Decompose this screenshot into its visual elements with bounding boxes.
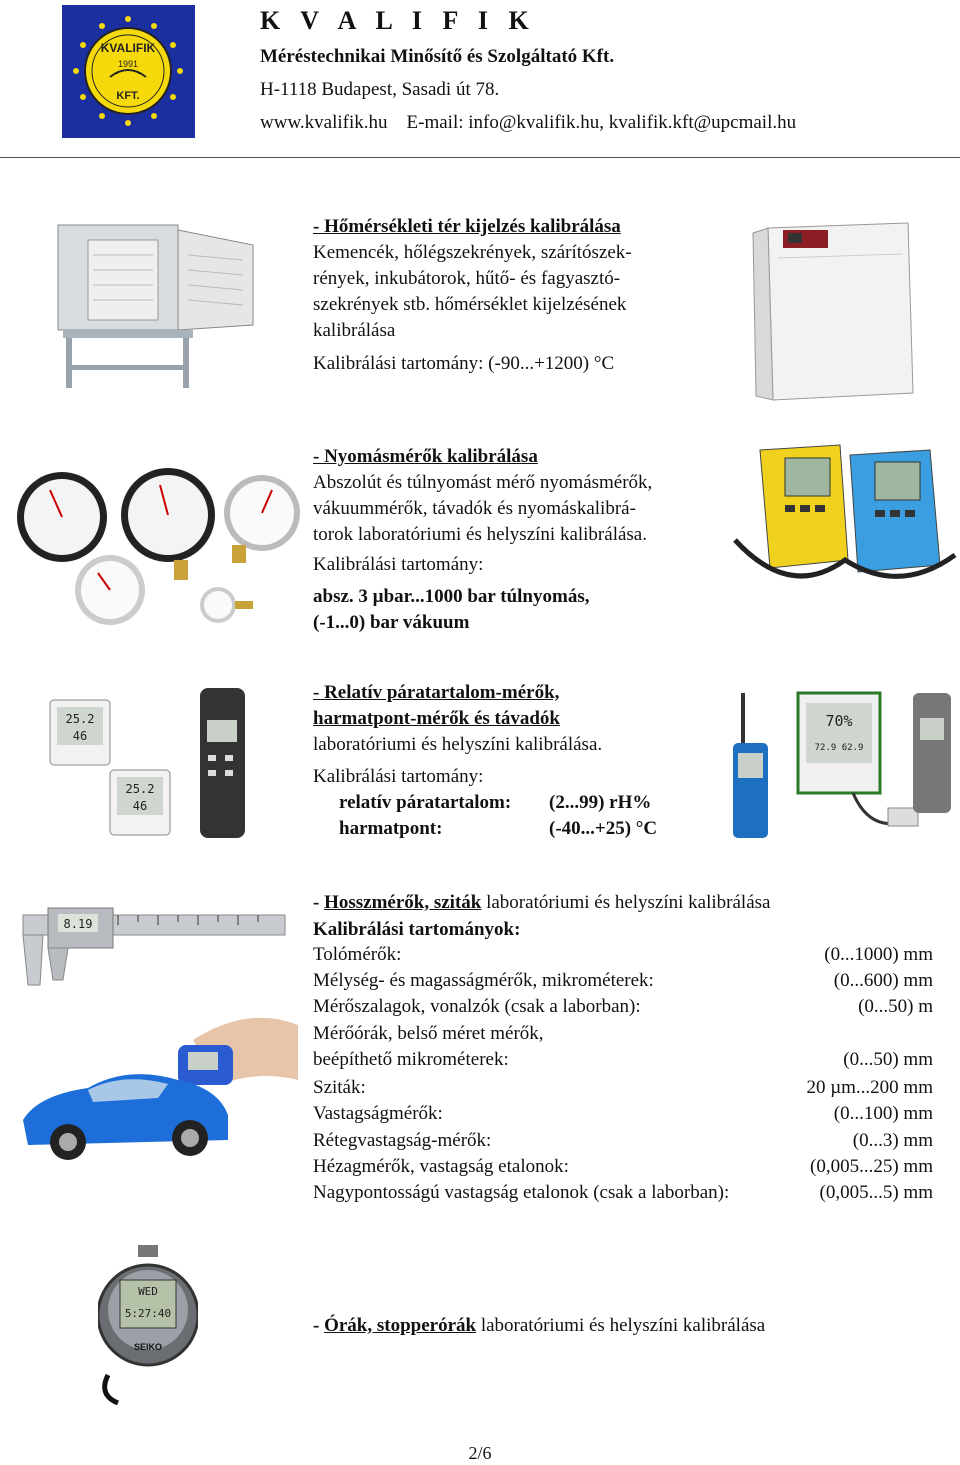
temp-line-2: rények, inkubátorok, hűtő- és fagyasztó- [313,268,621,289]
length-row-label: Sziták: [313,1077,366,1098]
length-row [313,1103,933,1129]
car-and-thickness-gauge-image [18,1010,298,1175]
svg-text:25.2: 25.2 [125,782,155,796]
pressure-line-2: vákuummérők, távadók és nyomáskalibrá- [313,498,636,519]
humidity-section [313,680,658,842]
length-row [313,1156,933,1182]
pressure-range-2: (-1...0) bar vákuum [313,612,470,633]
rh-value: (2...99) rH% [549,792,652,813]
length-row-label: Tolómérők: [313,944,402,965]
length-row [313,1077,933,1103]
length-title-rest: laboratóriumi és helyszíni kalibrálása [481,892,771,913]
length-row-value: (0,005...25) mm [810,1156,933,1177]
length-row-value: (0...3) mm [852,1130,933,1151]
length-row-value: 20 µm...200 mm [806,1077,933,1098]
pressure-section [313,444,652,636]
pressure-range-label: Kalibrálási tartomány: [313,554,484,575]
incubator-image [748,218,918,408]
length-title-prefix: - [313,892,325,913]
humidity-range-label: Kalibrálási tartomány: [313,766,484,787]
dp-value: (-40...+25) °C [549,818,658,839]
furnace-image [38,215,268,400]
length-row-label: Mérőszalagok, vonalzók (csak a laborban): [313,996,641,1017]
pressure-line-1: Abszolút és túlnyomást mérő nyomásmérők, [313,472,653,493]
humidity-title-1: - Relatív páratartalom-mérők, [313,682,560,703]
company-logo [62,5,195,138]
brand-name: K V A L I F I K [260,6,536,35]
rh-label: relatív páratartalom: [339,792,512,813]
company-address: H-1118 Budapest, Sasadi út 78. [260,79,500,100]
svg-text:WED: WED [138,1285,158,1298]
svg-text:46: 46 [72,729,88,743]
length-row [313,944,933,970]
rh-row [339,790,652,816]
length-row [313,1130,933,1156]
clock-title [313,1313,765,1339]
length-row-label: Nagypontosságú vastagság etalonok (csak a laborban): [313,1182,730,1203]
svg-text:46: 46 [132,799,148,813]
clock-title-underlined: Órák, stopperórák [324,1315,477,1336]
length-row-label: Rétegvastagság-mérők: [313,1130,492,1151]
length-row-label: Mélység- és magasságmérők, mikrométerek: [313,970,654,991]
length-row [313,1182,933,1208]
temp-range: Kalibrálási tartomány: (-90...+1200) °C [313,353,615,374]
svg-text:8.19: 8.19 [63,917,93,931]
humidity-line: laboratóriumi és helyszíni kalibrálása. [313,734,603,755]
length-row [313,970,933,996]
length-row-value: (0...1000) mm [824,944,933,965]
length-row [313,1023,933,1049]
length-title-underlined: Hosszmérők, sziták [324,892,482,913]
company-contact: www.kvalifik.hu E-mail: info@kvalifik.hu, kvalifik.kft@upcmail.hu [260,112,797,133]
svg-text:70%: 70% [825,712,853,730]
length-row-value: (0...50) m [858,996,933,1017]
svg-text:5:27:40: 5:27:40 [124,1307,172,1320]
pressure-title: - Nyomásmérők kalibrálása [313,446,538,467]
temp-line-1: Kemencék, hőlégszekrények, szárítószek- [313,242,632,263]
length-row-value: (0...600) mm [833,970,933,991]
svg-text:1991: 1991 [117,59,139,69]
length-row-label: Vastagságmérők: [313,1103,443,1124]
length-row [313,1049,933,1075]
dp-row [339,816,658,842]
temp-line-4: kalibrálása [313,320,396,341]
svg-text:25.2: 25.2 [65,712,95,726]
length-title [313,890,770,916]
length-range-label: Kalibrálási tartományok: [313,919,521,940]
caliper-image [18,900,288,995]
svg-text:KFT.: KFT. [116,90,140,102]
svg-text:72.9 62.9: 72.9 62.9 [814,743,864,753]
length-row-label: Hézagmérők, vastagság etalonok: [313,1156,569,1177]
pressure-gauges-image [10,465,300,635]
pressure-range-1: absz. 3 µbar...1000 bar túlnyomás, [313,586,590,607]
company-name: Méréstechnikai Minősítő és Szolgáltató Kft. [260,46,615,67]
length-row-label: beépíthető mikrométerek: [313,1049,509,1070]
length-row-value: (0...50) mm [843,1049,933,1070]
length-row-value: (0,005...5) mm [819,1182,933,1203]
header-divider [0,157,960,158]
humidity-meters-image [728,688,958,853]
stopwatch-image [98,1245,198,1410]
temp-line-3: szekrények stb. hőmérséklet kijelzésének [313,294,627,315]
pressure-calibrators-image [730,440,960,605]
length-row-value: (0...100) mm [833,1103,933,1124]
clock-title-prefix: - [313,1315,325,1336]
clock-title-rest: laboratóriumi és helyszíni kalibrálása [476,1315,766,1336]
temp-section [313,214,632,377]
dp-label: harmatpont: [339,818,443,839]
temp-title: - Hőmérsékleti tér kijelzés kalibrálása [313,216,621,237]
pressure-line-3: torok laboratóriumi és helyszíni kalibrálása. [313,524,647,545]
length-row-label: Mérőórák, belső méret mérők, [313,1023,544,1044]
humidity-title-2: harmatpont-mérők és távadók [313,708,560,729]
length-row [313,996,933,1022]
hygrometers-image [45,685,260,850]
svg-text:SEIKO: SEIKO [133,1342,163,1352]
page-number: 2/6 [468,1443,492,1463]
svg-text:KVALIFIK: KVALIFIK [100,41,156,55]
